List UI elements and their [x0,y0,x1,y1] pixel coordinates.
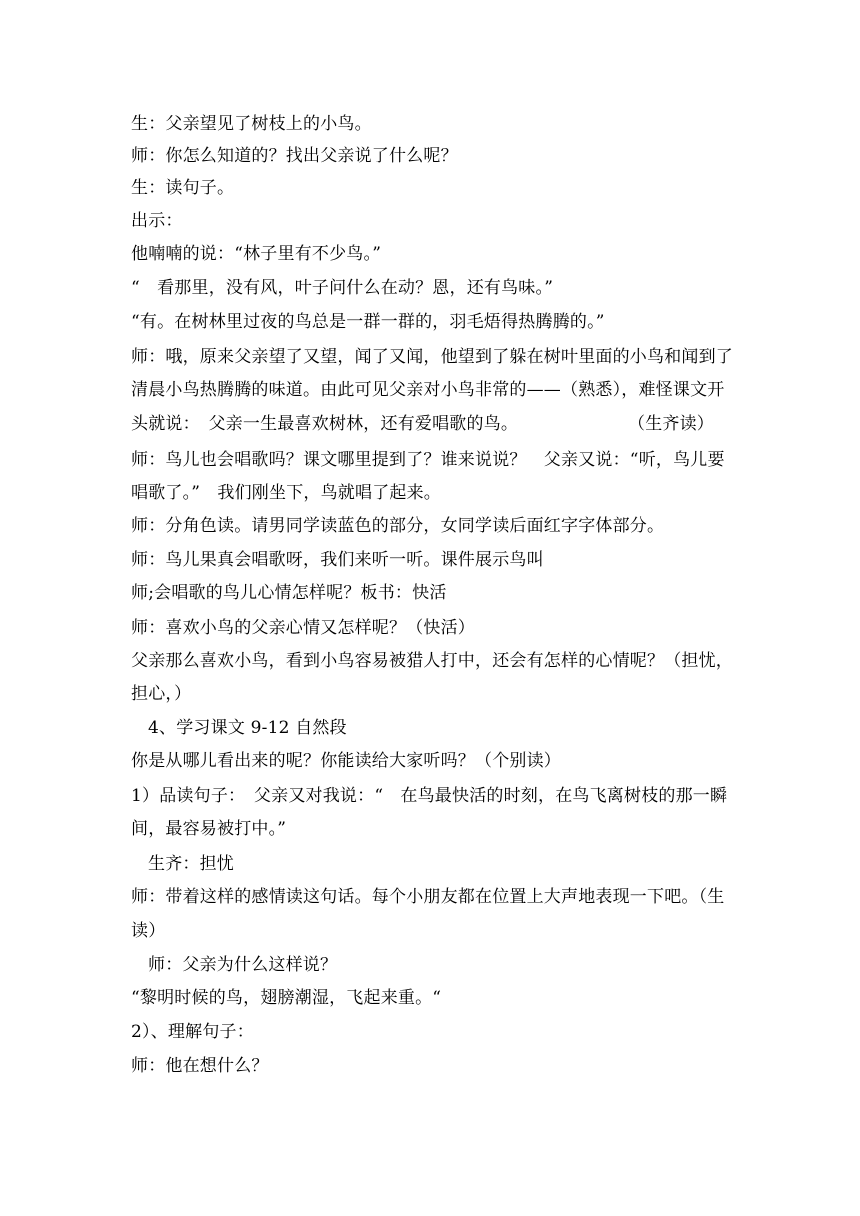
text-line: 师：父亲为什么这样说？ [148,955,338,975]
text-line: 间，最容易被打中。” [131,819,287,839]
text-line: 他喃喃的说：“林子里有不少鸟。” [131,244,382,264]
text-line: 师;会唱歌的鸟儿心情怎样呢？板书：快活 [131,583,447,603]
text-line: 师：鸟儿也会唱歌吗？课文哪里提到了？谁来说说？ 父亲又说：“听，鸟儿要 [131,450,725,470]
text-line: 师：你怎么知道的？找出父亲说了什么呢？ [131,146,458,166]
text-line: 师：喜欢小鸟的父亲心情又怎样呢？（快活） [131,618,475,638]
text-line: 生齐：担忧 [148,854,234,874]
text-line: 父亲那么喜欢小鸟，看到小鸟容易被猎人打中，还会有怎样的心情呢？（担忧， [131,651,733,671]
text-line: “黎明时候的鸟，翅膀潮湿，飞起来重。“ [131,988,442,1008]
text-line: 师：鸟儿果真会唱歌呀，我们来听一听。课件展示鸟叫 [131,550,544,570]
text-line: 唱歌了。” 我们刚坐下，鸟就唱了起来。 [131,483,441,503]
text-line: 头就说： 父亲一生最喜欢树林，还有爱唱歌的鸟。 [131,414,519,434]
text-line: 师：哦，原来父亲望了又望，闻了又闻，他望到了躲在树叶里面的小鸟和闻到了 [131,347,733,367]
text-line: “有。在树林里过夜的鸟总是一群一群的，羽毛焐得热腾腾的。” [131,312,605,332]
text-line: 师：他在想什么？ [131,1056,269,1076]
text-line: 担心，） [131,684,192,704]
text-line: “ 看那里，没有风，叶子问什么在动？恩，还有鸟味。” [131,278,554,298]
text-line: 师：带着这样的感情读这句话。每个小朋友都在位置上大声地表现一下吧。（生 [131,887,725,907]
text-line: 生：读句子。 [131,178,235,198]
text-line-right: （生齐读） [628,414,714,434]
text-line: 你是从哪儿看出来的呢？你能读给大家听吗？（个别读） [131,751,561,771]
text-line: 1）品读句子： 父亲又对我说：“ 在鸟最快活的时刻，在鸟飞离树枝的那一瞬 [131,786,728,806]
text-line: 出示： [131,211,183,231]
text-line: 生：父亲望见了树枝上的小鸟。 [131,114,372,134]
text-line: 2）、理解句子： [131,1022,254,1042]
text-line: 读） [131,921,166,941]
section-heading: 4、学习课文 9-12 自然段 [148,718,347,738]
text-line: 清晨小鸟热腾腾的味道。由此可见父亲对小鸟非常的——（熟悉），难怪课文开 [131,380,725,400]
text-line: 师：分角色读。请男同学读蓝色的部分，女同学读后面红字字体部分。 [131,516,665,536]
